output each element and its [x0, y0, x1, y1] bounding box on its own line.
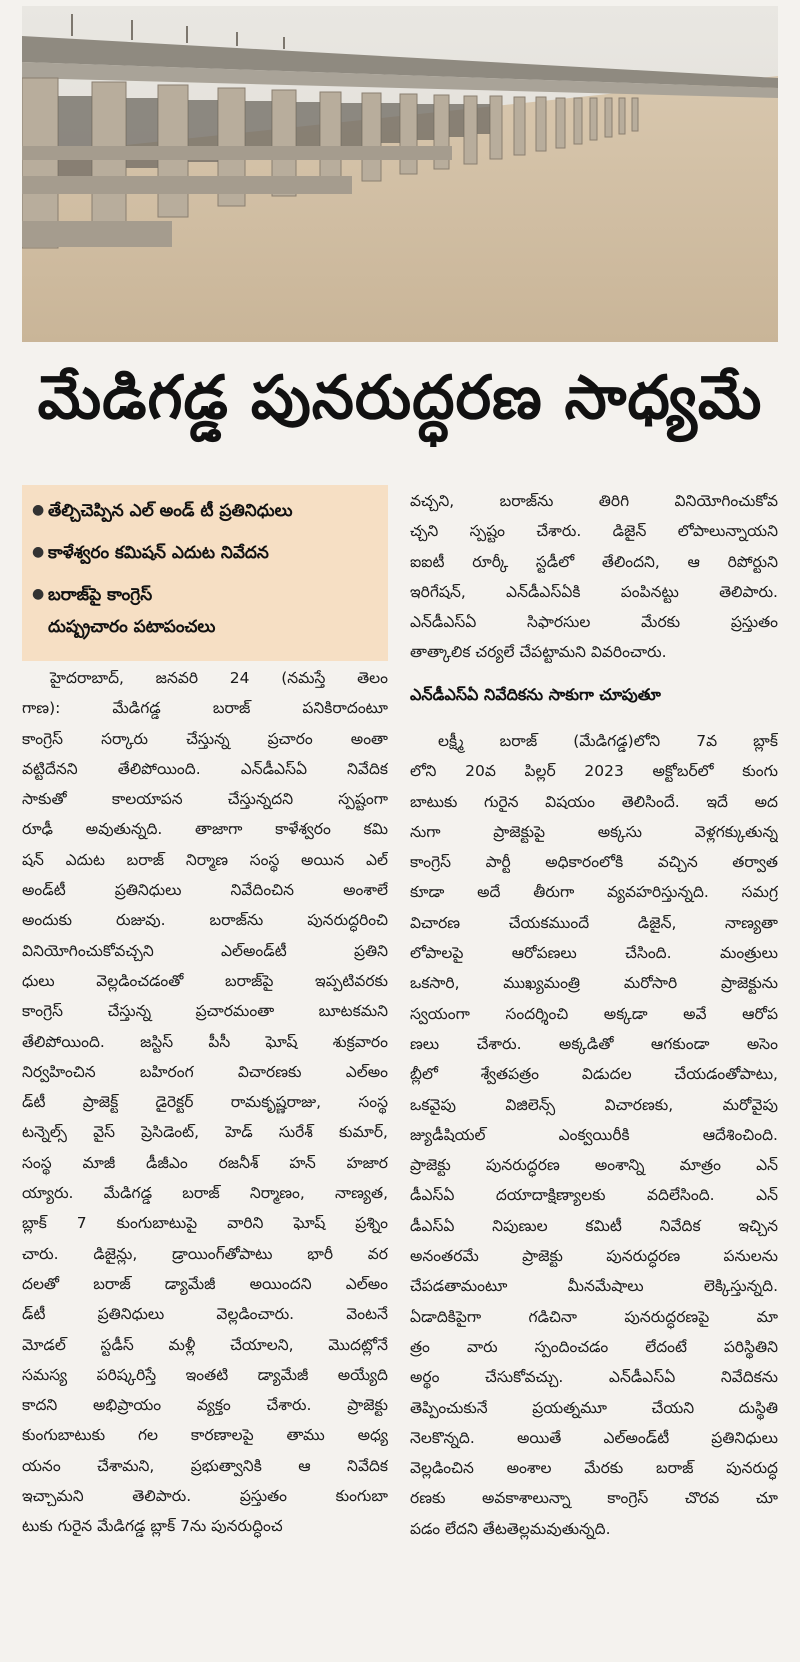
- bullet-icon: ●: [32, 502, 45, 518]
- text-line: తేలిపోయింది. జస్టిస్ పీసీ ఘోష్ శుక్రవారం: [22, 1032, 388, 1051]
- text-line: సంస్థ మాజీ డీజీఎం రజనీశ్ హన్ హజార: [22, 1153, 388, 1172]
- text-line: డ్‌టీ ప్రతినిధులు వెల్లడించారు. వెంటనే: [22, 1305, 388, 1324]
- text-line: అర్థం చేసుకోవచ్చు. ఎన్‌డీఎస్‌ఏ నివేదికను: [410, 1368, 778, 1387]
- text-line: మోడల్ స్టడీస్ మళ్లీ చేయాలని, మొదట్లోనే: [22, 1335, 388, 1354]
- text-line: ఒకవైపు విజిలెన్స్ విచారణకు, మరోవైపు: [410, 1095, 778, 1114]
- highlight-text: [48, 579, 215, 643]
- highlight-item: [32, 537, 382, 569]
- text-line: ప్రాజెక్టు పునరుద్ధరణ అంశాన్ని మాత్రం ఎన్: [410, 1156, 778, 1175]
- text-line: హైదరాబాద్, జనవరి 24 (నమస్తే తెలం: [50, 669, 388, 687]
- text-line: గాణ): మేడిగడ్డ బరాజ్ పనికిరాదంటూ: [22, 699, 388, 718]
- text-line: బాటుకు గురైన విషయం తెలిసిందే. ఇదే అద: [410, 792, 778, 811]
- headline: మేడిగడ్డ పునరుద్ధరణ సాధ్యమే: [37, 363, 763, 433]
- body-column-left: [22, 663, 388, 1542]
- text-line: జ్యుడీషియల్ ఎంక్వయిరీకి ఆదేశించింది.: [410, 1125, 778, 1144]
- text-line: పడం లేదని తేటతెల్లమవుతున్నది.: [410, 1519, 611, 1538]
- highlight-text: తేల్చిచెప్పిన ఎల్ అండ్ టీ ప్రతినిధులు: [48, 501, 293, 521]
- text-line: స్వయంగా సందర్శించి అక్కడా అవే ఆరోప: [410, 1004, 778, 1023]
- text-line: వచ్చని, బరాజ్‌ను తిరిగి వినియోగించుకోవ: [410, 492, 778, 510]
- text-line: యనం చేశామని, ప్రభుత్వానికి ఆ నివేదిక: [22, 1456, 388, 1475]
- text-line: రణకు అవకాశాలున్నా కాంగ్రెస్ చొరవ చూ: [410, 1489, 778, 1508]
- text-line: టుకు గురైన మేడిగడ్డ బ్లాక్ 7ను పునరుద్ధించ: [22, 1517, 283, 1536]
- text-line: టన్నెల్స్ వైస్ ప్రెసిడెంట్, హెడ్ సురేశ్ కుమార్,: [22, 1123, 388, 1142]
- text-line: ఏడాదికిపైగా గడిచినా పునరుద్ధరణపై మా: [410, 1307, 778, 1326]
- highlight-text-line: దుష్ప్రచారం పటాపంచలు: [48, 617, 216, 637]
- text-line: సాకుతో కాలయాపన చేస్తున్నదని స్పష్టంగా: [22, 790, 388, 809]
- barrage-photo: [22, 6, 778, 342]
- text-line: త్రం వారు స్పందించడం లేదంటే పరిస్థితిని: [410, 1337, 778, 1356]
- text-line: నెలకొన్నది. అయితే ఎల్‌అండ్‌టీ ప్రతినిధులు: [410, 1428, 778, 1447]
- highlight-item: [32, 579, 382, 643]
- text-line: కాంగ్రెస్ పార్టీ అధికారంలోకి వచ్చిన తర్వాత: [410, 853, 778, 872]
- text-line: లోపాలపై ఆరోపణలు చేసింది. మంత్రులు: [410, 944, 778, 963]
- text-line: వట్టిదేనని తేలిపోయింది. ఎన్‌డీఎస్‌ఏ నివేదిక: [22, 759, 388, 778]
- text-line: లక్ష్మీ బరాజ్ (మేడిగడ్డ)లోని 7వ బ్లాక్: [438, 732, 778, 750]
- highlights-box: [22, 485, 388, 661]
- text-line: చారు. డిజైన్లు, డ్రాయింగ్‌తోపాటు భారీ వర: [22, 1244, 388, 1263]
- text-line: ధులు వెల్లడించడంతో బరాజ్‌పై ఇప్పటివరకు: [22, 971, 388, 990]
- text-line: అనంతరమే ప్రాజెక్టు పునరుద్ధరణ పనులను: [410, 1247, 778, 1266]
- highlight-text: కాళేశ్వరం కమిషన్ ఎదుట నివేదన: [48, 543, 269, 563]
- text-line: బ్లీలో శ్వేతపత్రం విడుదల చేయడంతోపాటు,: [410, 1065, 778, 1084]
- bullet-icon: ●: [32, 544, 45, 560]
- text-line: ఇచ్చామని తెలిపారు. ప్రస్తుతం కుంగుబా: [22, 1487, 388, 1506]
- highlight-text-line: బరాజ్‌పై కాంగ్రెస్: [48, 585, 153, 605]
- text-line: లోని 20వ పిల్లర్ 2023 అక్టోబర్‌లో కుంగు: [410, 762, 778, 781]
- text-line: ఒకసారి, ముఖ్యమంత్రి మరోసారి ప్రాజెక్టును: [410, 974, 778, 993]
- text-line: ఐఐటీ రూర్కీ స్టడీలో తేలిందని, ఆ రిపోర్టుని: [410, 552, 778, 571]
- text-line: రూఢీ అవుతున్నది. తాజాగా కాళేశ్వరం కమి: [22, 820, 388, 839]
- text-line: వినియోగించుకోవచ్చని ఎల్‌అండ్‌టీ ప్రతిని: [22, 941, 388, 960]
- body-column-right-top: [410, 486, 778, 668]
- bullet-icon: ●: [32, 586, 45, 602]
- text-line: కూడా అదే తీరుగా వ్యవహరిస్తున్నది. సమగ్ర: [410, 883, 778, 902]
- barrage-illustration: [22, 6, 778, 342]
- text-line: దలతో బరాజ్ డ్యామేజీ అయిందని ఎల్‌అం: [22, 1274, 388, 1293]
- text-line: అండ్‌టీ ప్రతినిధులు నివేదించిన అంశాలే: [22, 881, 388, 900]
- text-line: నిర్వహించిన బహిరంగ విచారణకు ఎల్‌అం: [22, 1062, 388, 1081]
- body-column-right-bottom: [410, 726, 778, 1544]
- text-line: అందుకు రుజువు. బరాజ్‌ను పునరుద్ధరించి: [22, 911, 388, 930]
- text-line: ఇరిగేషన్, ఎన్‌డీఎస్‌ఏకి పంపినట్టు తెలిపారు.: [410, 582, 778, 601]
- text-line: తాత్కాలిక చర్యలే చేపట్టామని వివరించారు.: [410, 643, 667, 662]
- subheading: ఎన్‌డీఎస్‌ఏ నివేదికను సాకుగా చూపుతూ: [410, 685, 661, 704]
- text-line: తెప్పించుకునే ప్రయత్నమూ చేయని దుస్థితి: [410, 1398, 778, 1417]
- text-line: వెల్లడించిన అంశాల మేరకు బరాజ్ పునరుద్ధ: [410, 1459, 778, 1478]
- text-line: బ్లాక్ 7 కుంగుబాటుపై వారిని ఘోష్ ప్రశ్నిం: [22, 1214, 388, 1233]
- text-line: చ్చని స్పష్టం చేశారు. డిజైన్ లోపాలున్నాయని: [410, 522, 778, 541]
- text-line: కాంగ్రెస్ చేస్తున్న ప్రచారమంతా బూటకమని: [22, 1002, 388, 1021]
- text-line: సమస్య పరిష్కరిస్తే ఇంతటి డ్యామేజీ అయ్యేది: [22, 1365, 388, 1384]
- text-line: య్యారు. మేడిగడ్డ బరాజ్ నిర్మాణం, నాణ్యత,: [22, 1184, 388, 1203]
- text-line: కుంగుబాటుకు గల కారణాలపై తాము అధ్య: [22, 1426, 388, 1445]
- text-line: నుగా ప్రాజెక్టుపై అక్కసు వెళ్లగక్కుతున్న: [410, 822, 778, 841]
- text-line: విచారణ చేయకముందే డిజైన్, నాణ్యతా: [410, 913, 778, 932]
- text-line: షన్ ఎదుట బరాజ్ నిర్మాణ సంస్థ అయిన ఎల్: [22, 850, 388, 869]
- text-line: ఎన్‌డీఎస్‌ఏ సిఫారసుల మేరకు ప్రస్తుతం: [410, 613, 778, 632]
- text-line: ణలు చేశారు. అక్కడితో ఆగకుండా అసెం: [410, 1034, 778, 1053]
- text-line: డ్‌టీ ప్రాజెక్ట్ డైరెక్టర్ రామకృష్ణరాజు, సంస్థ: [22, 1093, 388, 1112]
- text-line: కాదని అభిప్రాయం వ్యక్తం చేశారు. ప్రాజెక్టు: [22, 1396, 388, 1415]
- text-line: చేపడతామంటూ మీనమేషాలు లెక్కిస్తున్నది.: [410, 1277, 778, 1296]
- text-line: డీఎస్‌ఏ నిపుణుల కమిటీ నివేదిక ఇచ్చిన: [410, 1216, 778, 1235]
- text-line: డీఎస్‌ఏ దయాదాక్షిణ్యాలకు వదిలేసింది. ఎన్: [410, 1186, 778, 1205]
- text-line: కాంగ్రెస్ సర్కారు చేస్తున్న ప్రచారం అంతా: [22, 729, 388, 748]
- highlight-item: [32, 495, 382, 527]
